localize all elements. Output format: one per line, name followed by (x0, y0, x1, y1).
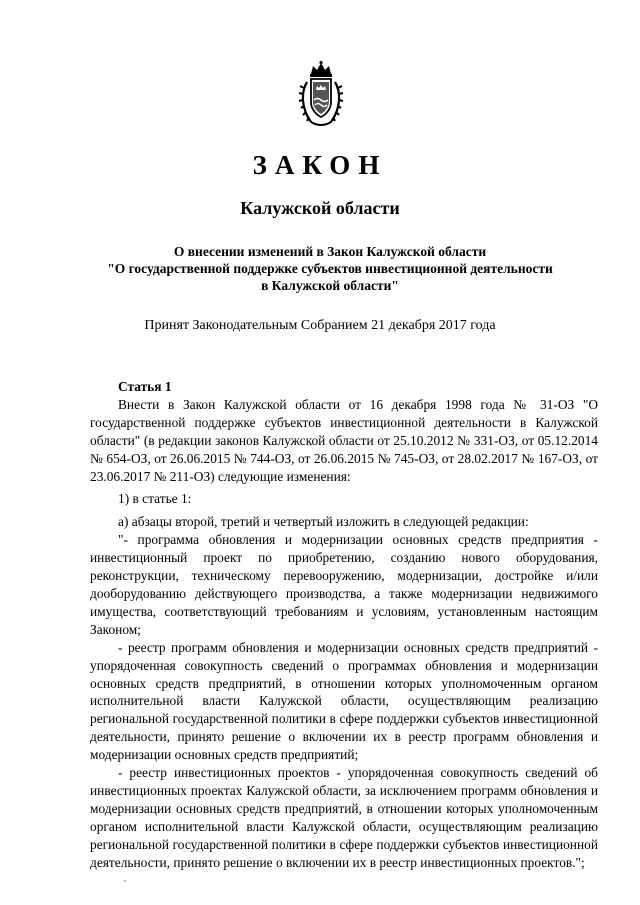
body-paragraph: Внести в Закон Калужской области от 16 декабря 1998 года № 31-ОЗ "О государственной поддержке субъектов инвестиционной деятельности в Калужской области" (в редакции законов Калужской области от 25.10.2012 № 331-ОЗ, от 05.12.2014 № 654-ОЗ, от 26.06.2015 № 744-ОЗ, от 26.06.2015 № 745-ОЗ, от 28.02.2017 № 167-ОЗ, от 23.06.2017 № 211-ОЗ) следующие изменения: (90, 396, 598, 484)
document-subtitle: Калужской области (240, 198, 400, 218)
law-heading-line: в Калужской области" (261, 278, 399, 293)
law-heading-line: "О государственной поддержке субъектов инвестиционной деятельности (107, 261, 553, 276)
adoption-note: Принят Законодательным Собранием 21 декабря 2017 года (144, 318, 496, 333)
law-heading-line: О внесении изменений в Закон Калужской области (173, 244, 487, 259)
body-paragraph: а) абзацы второй, третий и четвертый изложить в следующей редакции: (118, 514, 529, 530)
document-title: ЗАКОН (252, 150, 388, 180)
article-title: Статья 1 (118, 379, 172, 394)
coat-of-arms-icon (297, 60, 345, 128)
document-body (90, 378, 598, 871)
law-heading (90, 243, 570, 294)
scan-artifact (124, 880, 126, 882)
body-paragraph: - реестр программ обновления и модернизации основных средств предприятий - упорядоченная совокупность сведений о программах обновления и модернизации основных средств предприятий, в отношении которых уполномоченным органом исполнительной власти Калужской области, осуществляющим реализацию региональной государственной политики в сфере поддержки субъектов инвестиционной деятельности, принято решение о включении их в реестр программ обновления и модернизации основных средств предприятий; (90, 639, 598, 763)
body-paragraph: "- программа обновления и модернизации основных средств предприятия - инвестиционный проект по приобретению, созданию нового оборудования, реконструкции, техническому перевооружению, модернизации, достройке и/или дооборудованию действующего производства, а также модернизации недвижимого имущества, соответствующий требованиям и условиям, установленным настоящим Законом; (90, 532, 598, 637)
body-paragraph: 1) в статье 1: (118, 491, 192, 507)
body-paragraph: - реестр инвестиционных проектов - упорядоченная совокупность сведений об инвестиционных проектах Калужской области, за исключением программ обновления и модернизации основных средств предприятий, в отношении которых уполномоченным органом исполнительной власти Калужской области, осуществляющим реализацию региональной государственной политики в сфере поддержки субъектов инвестиционной деятельности, принято решение о включении их в реестр инвестиционных проектов."; (90, 765, 598, 870)
